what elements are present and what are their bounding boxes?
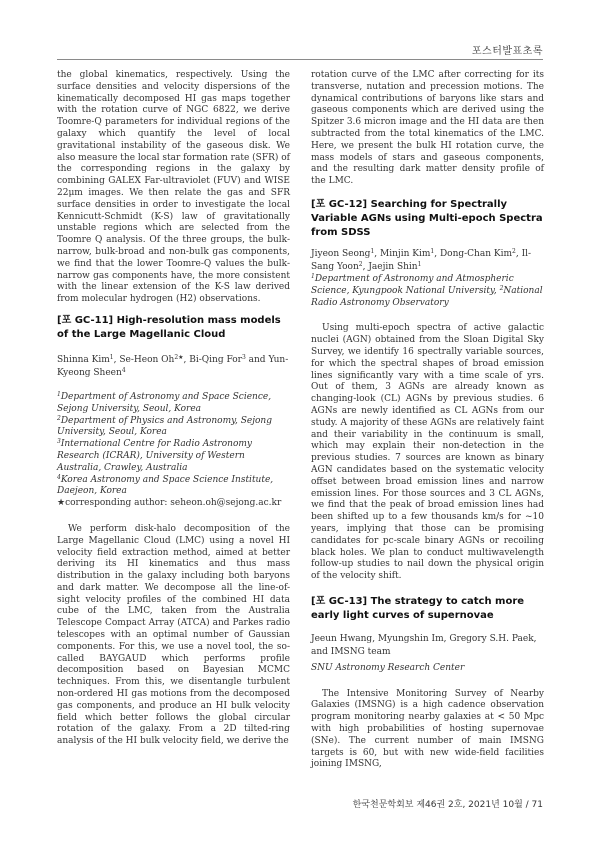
gc11-corresponding-author: ★corresponding author: seheon.oh@sejong.ac.kr xyxy=(57,498,282,509)
gc11-abstract: We perform disk-halo decomposition of the Large Magellanic Cloud (LMC) using a novel HI velocity field extraction method, aimed at better deriving its HI kinematics and thus mass distribution in the galaxy including both baryons and dark matter. We decompose all the line-of-sight velocity profiles of the combined HI data cube of the LMC, taken from the Australia Telescope Compact Array (ATCA) and Parkes radio telescopes with an optimal number of Gaussian components. For this, we use a novel tool, the so-called BAYGAUD which performs profile decomposition based on Bayesian MCMC techniques. From this, we disentangle turbulent non-ordered HI gas motions from the decomposed gas components, and produce an HI bulk velocity field which better follows the global circular rotation of the galaxy. From a 2D tilted-ring analysis of the HI bulk velocity field, we derive the xyxy=(57,523,290,747)
author-name: Bi-Qing For xyxy=(189,354,242,365)
gc12-abstract: Using multi-epoch spectra of active galactic nuclei (AGN) obtained from the Sloan Digital Sky Survey, we identify 16 spectrally variable sources, for which the spectral shapes of broad emission lines significantly vary with a time scale of yrs. Out of them, 3 AGNs are already known as changing-look (CL) AGNs by previous studies. 6 AGNs are newly identified as CL AGNs from our study. A majority of these AGNs are relatively faint and their variability in the continuum is small, which may explain their non-detection in the previous studies. 7 sources are known as binary AGN candidates based on the systematic velocity offset between broad emission lines and narrow emission lines. For those sources and 3 CL AGNs, we find that the peak of broad emission lines had been shifted up to a few thousands km/s for ~10 years, implying that those can be promising candidates for pc-scale binary AGNs or recoiling black holes. We plan to conduct multiwavelength follow-up studies to nail down the physical origin of the velocity shift. xyxy=(311,323,544,582)
gc11-affiliation-1: $^1$Department of Astronomy and Space Science, Sejong University, Seoul, Korea xyxy=(57,390,272,414)
author-name: Shinna Kim xyxy=(57,354,110,365)
gc11-affiliation-4: $^4$Korea Astronomy and Space Science Institute, Daejeon, Korea xyxy=(57,473,274,497)
author-name: Dong-Chan Kim xyxy=(439,248,513,259)
gc13-affiliation: SNU Astronomy Research Center xyxy=(311,662,465,673)
section-heading: 포스터발표초록 xyxy=(471,46,543,57)
gc13-title: [포 GC-13] The strategy to catch more early light curves of supernovae xyxy=(311,595,525,621)
page-header xyxy=(0,0,600,62)
header-rule xyxy=(57,59,543,60)
gc12-title: [포 GC-12] Searching for Spectrally Variable AGNs using Multi-epoch Spectra from SDSS xyxy=(311,198,543,238)
gc12-authors: Jiyeon Seong$^1$, Minjin Kim$^1$, Dong-Chan Kim$^2$, Il-Sang Yoon$^2$, Jaejin Shin$^1$ xyxy=(311,247,532,272)
author-name: Yun-Kyeong Sheen xyxy=(57,354,289,378)
author-name: Jiyeon Seong xyxy=(311,248,371,259)
gc13-authors: Jeeun Hwang, Myungshin Im, Gregory S.H. Paek, and IMSNG team xyxy=(311,633,537,657)
gc11-affiliation-2: $^2$Department of Physics and Astronomy, Sejong University, Seoul, Korea xyxy=(57,414,272,438)
gc11-affiliation-3: $^3$International Centre for Radio Astronomy Research (ICRAR), University of Western Australia, Crawley, Australia xyxy=(57,438,252,473)
intro-paragraph: the global kinematics, respectively. Using the surface densities and velocity dispersions of the kinematically decomposed HI gas maps together with the rotation curve of NGC 6822, we derive Toomre-Q parameters for individual regions of the galaxy which quantify the level of local gravitational instability of the gaseous disk. We also measure the local star formation rate (SFR) of the corresponding regions in the galaxy by combining GALEX Far-ultraviolet (FUV) and WISE 22μm images. We then relate the gas and SFR surface densities in order to investigate the local Kennicutt-Schmidt (K-S) law of gravitationally unstable regions which are selected from the Toomre Q analysis. Of the three groups, the bulk-narrow, bulk-broad and non-bulk gas components, we find that the lower Toomre-Q values the bulk-narrow gas components have, the more consistent with the linear extension of the K-S law derived from molecular hydrogen (H2) observations. xyxy=(57,70,290,305)
gc11-authors: Shinna Kim$^1$, Se-Heon $Oh^{2★}$, Bi-Qing For$^3$ and Yun-Kyeong Sheen$^4$ xyxy=(57,353,289,378)
author-name: Se-Heon Oh xyxy=(119,354,175,365)
gc13-abstract: The Intensive Monitoring Survey of Nearby Galaxies (IMSNG) is a high cadence observation program monitoring nearby galaxies at < 50 Mpc with high probabilities of hosting supernovae (SNe). The current number of main IMSNG targets is 60, but with new wide-field facilities joining IMSNG, xyxy=(311,688,544,770)
author-name: Minjin Kim xyxy=(380,248,431,259)
right-column xyxy=(311,70,544,771)
left-column xyxy=(57,70,290,748)
gc11-title: [포 GC-11] High-resolution mass models of the Large Magellanic Cloud xyxy=(57,314,281,340)
author-name: Il-Sang Yoon xyxy=(311,248,532,272)
gc12-affiliations: $^1$Department of Astronomy and Atmospheric Science, Kyungpook National University, $^2$National Radio Astronomy Observatory xyxy=(311,272,543,308)
author-name: Jaejin Shin xyxy=(368,261,418,272)
page-footer: 한국천문학회보 제46권 2호, 2021년 10월 / 71 xyxy=(352,800,543,810)
continued-paragraph: rotation curve of the LMC after correcting for its transverse, nutation and precession motions. The dynamical contributions of baryons like stars and gaseous components which are derived using the Spitzer 3.6 micron image and the HI data are then subtracted from the total kinematics of the LMC. Here, we present the bulk HI rotation curve, the mass models of stars and gaseous components, and the resulting dark matter density profile of the LMC. xyxy=(311,70,544,187)
